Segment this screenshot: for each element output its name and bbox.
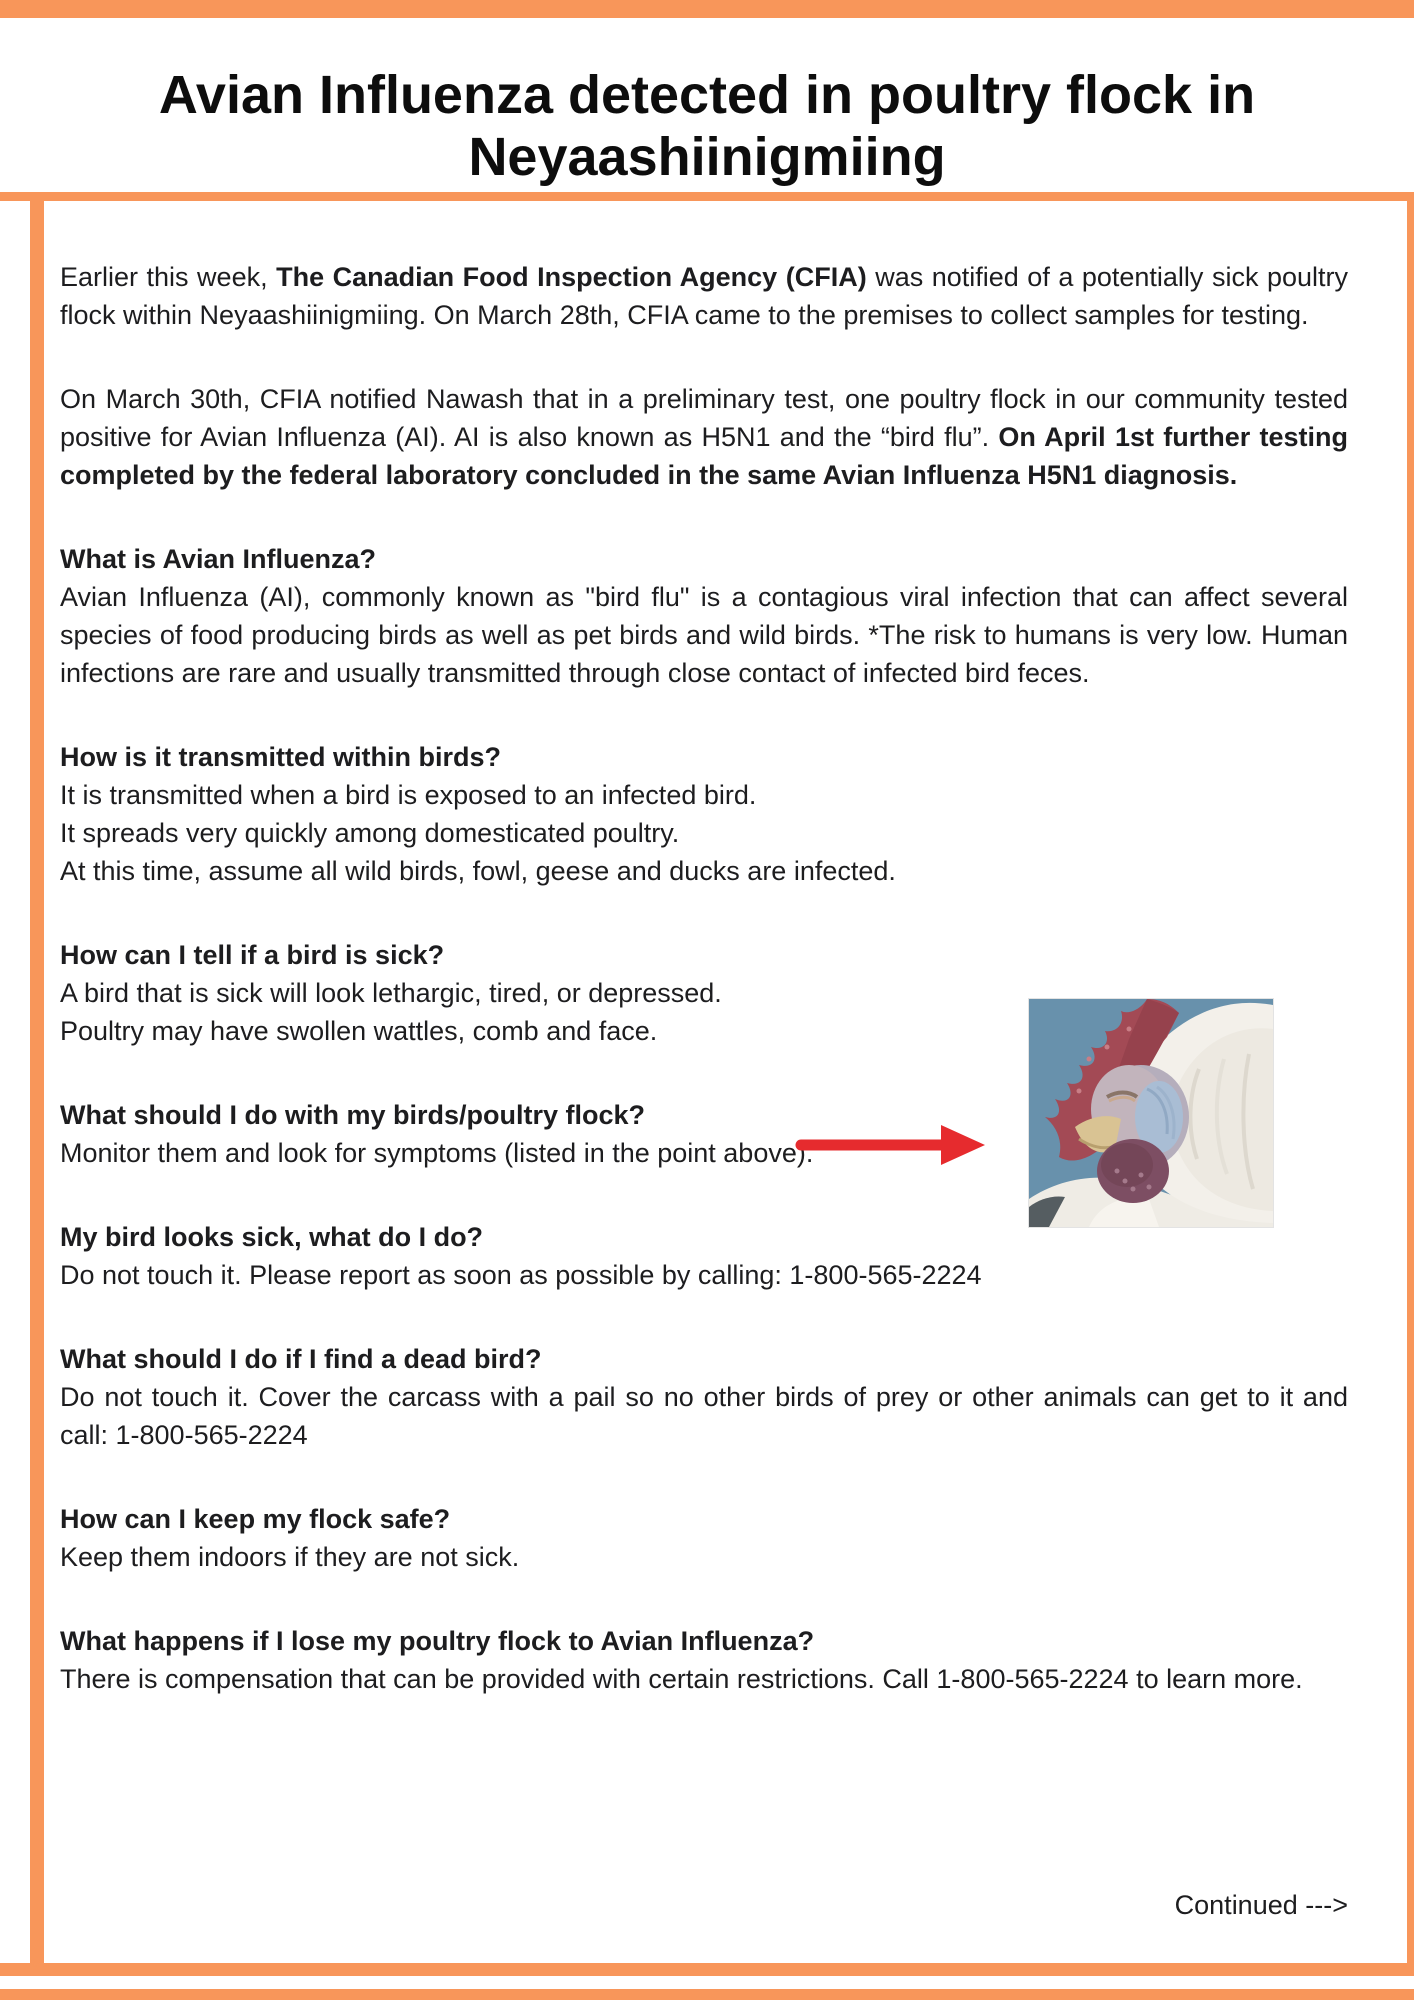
question-heading: What should I do if I find a dead bird? xyxy=(60,1344,542,1374)
answer-line: Do not touch it. Cover the carcass with a pail so no other birds of prey or other animals can get to it and call: 1-800-565-2224 xyxy=(60,1382,1348,1450)
top-border-bar xyxy=(0,0,1414,18)
answer-line: It spreads very quickly among domesticated poultry. xyxy=(60,818,680,848)
question-heading: How is it transmitted within birds? xyxy=(60,742,502,772)
sick-rooster-photo xyxy=(1029,999,1273,1227)
qa-section xyxy=(60,1218,1348,1294)
right-arrow-icon xyxy=(793,1122,989,1168)
left-border-bar xyxy=(30,192,44,1963)
answer-line: There is compensation that can be provided with certain restrictions. Call 1-800-565-2224 to learn more. xyxy=(60,1664,1303,1694)
page-title-line-2: Neyaashiinigmiing xyxy=(468,127,946,188)
right-border-bar xyxy=(1407,192,1414,1963)
qa-section xyxy=(60,540,1348,692)
question-heading: How can I keep my flock safe? xyxy=(60,1504,451,1534)
continued-row xyxy=(60,1860,1348,1924)
answer-line: A bird that is sick will look lethargic, tired, or depressed. xyxy=(60,978,722,1008)
page-title xyxy=(0,64,1414,188)
page-title-line-1: Avian Influenza detected in poultry flock in xyxy=(158,65,1256,126)
answer-line: Keep them indoors if they are not sick. xyxy=(60,1542,520,1572)
qa-section xyxy=(60,1340,1348,1454)
qa-section xyxy=(60,1500,1348,1576)
answer-line: At this time, assume all wild birds, fowl, geese and ducks are infected. xyxy=(60,856,896,886)
answer-line: It is transmitted when a bird is exposed to an infected bird. xyxy=(60,780,757,810)
question-heading: What is Avian Influenza? xyxy=(60,544,377,574)
answer-line: Avian Influenza (AI), commonly known as "bird flu" is a contagious viral infection that can affect several species of food producing birds as well as pet birds and wild birds. *The risk to humans is very low. Human infections are rare and usually transmitted through close contact of infected bird feces. xyxy=(60,582,1348,688)
question-heading: How can I tell if a bird is sick? xyxy=(60,940,445,970)
bottom-divider-bar xyxy=(0,1963,1414,1976)
question-heading: My bird looks sick, what do I do? xyxy=(60,1222,484,1252)
qa-section xyxy=(60,1622,1348,1698)
continued-label: Continued ---> xyxy=(1174,1890,1348,1920)
paragraph-section xyxy=(60,380,1348,494)
question-heading: What should I do with my birds/poultry flock? xyxy=(60,1100,645,1130)
answer-line: Poultry may have swollen wattles, comb and face. xyxy=(60,1016,658,1046)
answer-line: Monitor them and look for symptoms (listed in the point above). xyxy=(60,1138,814,1168)
title-divider-bar xyxy=(0,192,1414,201)
question-heading: What happens if I lose my poultry flock to Avian Influenza? xyxy=(60,1626,815,1656)
answer-line: Do not touch it. Please report as soon as possible by calling: 1-800-565-2224 xyxy=(60,1260,982,1290)
paragraph-text: Earlier this week, The Canadian Food Inspection Agency (CFIA) was notified of a potentially sick poultry flock within Neyaashiinigmiing. On March 28th, CFIA came to the premises to collect samples for testing. xyxy=(60,262,1348,330)
qa-section xyxy=(60,738,1348,890)
bottom-border-bar xyxy=(0,1989,1414,2000)
paragraph-section xyxy=(60,258,1348,334)
paragraph-text: On March 30th, CFIA notified Nawash that in a preliminary test, one poultry flock in our community tested positive for Avian Influenza (AI). AI is also known as H5N1 and the “bird flu”. On April 1st further testing completed by the federal laboratory concluded in the same Avian Influenza H5N1 diagnosis. xyxy=(60,384,1348,490)
